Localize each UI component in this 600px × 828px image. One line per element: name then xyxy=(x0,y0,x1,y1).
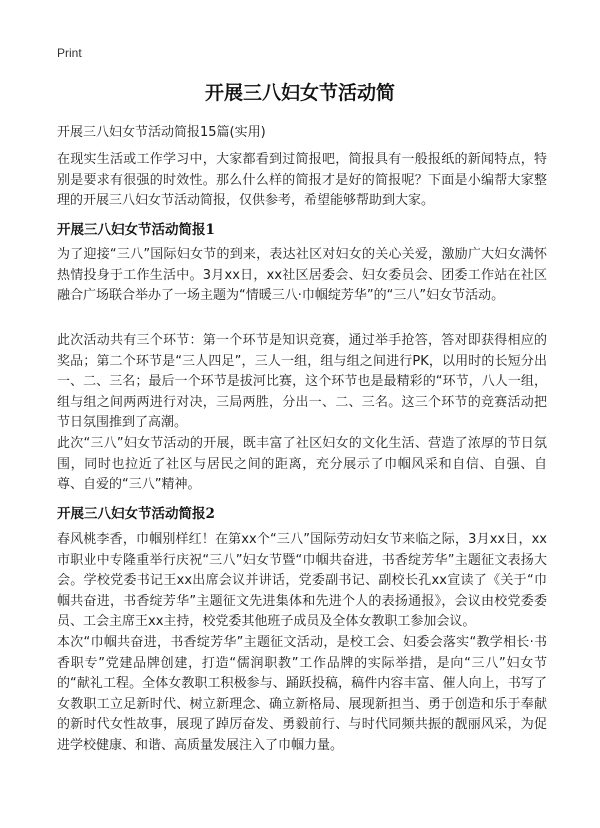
section-1-paragraph-3: 此次“三八”妇女节活动的开展，既丰富了社区妇女的文化生活、营造了浓厚的节日氛围，同时也拉近了社区与居民之间的距离，充分展示了巾帼风采和自信、自强、自尊、自爱的“三八”精神。 xyxy=(57,436,547,492)
section-2-paragraph-2: 本次“巾帼共奋进，书香绽芳华”主题征文活动，是校工会、妇委会落实“教学相长·书香职专”党建品牌创建，打造“儒润职教”工作品牌的实际举措，是向“三八”妇女节的“献礼工程。全体女教职工积极参与、踊跃投稿，稿件内容丰富、催人向上，书写了女教职工立足新时代、树立新理念、确立新格局、展现新担当、勇于创造和乐于奉献的新时代女性故事，展现了踔厉奋发、勇毅前行、与时代同频共振的靓丽风采，为促进学校健康、和谐、高质量发展注入了巾帼力量。 xyxy=(57,635,547,753)
print-link[interactable]: Print xyxy=(57,46,82,60)
page-title: 开展三八妇女节活动简 xyxy=(204,82,395,104)
section-1-heading: 开展三八妇女节活动简报1 xyxy=(57,222,215,238)
intro-paragraph: 在现实生活或工作学习中，大家都看到过简报吧，简报具有一般报纸的新闻特点，特别是要求有很强的时效性。那么什么样的简报才是好的简报呢？下面是小编帮大家整理的开展三八妇女节活动简报，仅供参考，希望能够帮助到大家。 xyxy=(57,152,547,208)
section-1-paragraph-1: 为了迎接“三八”国际妇女节的到来，表达社区对妇女的关心关爱，激励广大妇女满怀热情投身于工作生活中。3月xx日，xx社区居委会、妇女委员会、团委工作站在社区融合广场联合举办了一场主题为“情暖三八·巾帼绽芳华”的“三八”妇女节活动。 xyxy=(57,247,547,303)
section-1-paragraph-2: 此次活动共有三个环节：第一个环节是知识竞赛，通过举手抢答，答对即获得相应的奖品；第二个环节是“三人四足”，三人一组，组与组之间进行PK，以用时的长短分出一、二、三名；最后一个环节是拔河比赛，这个环节也是最精彩的“环节，八人一组，组与组之间两两进行对决，三局两胜，分出一、二、三名。这三个环节的竞赛活动把节日氛围推到了高潮。 xyxy=(57,333,547,430)
section-2-paragraph-1: 春风桃李香，巾帼别样红！在第xx个“三八”国际劳动妇女节来临之际，3月xx日，xx市职业中专隆重举行庆祝“三八”妇女节暨“巾帼共奋进，书香绽芳华”主题征文表扬大会。学校党委书记王xx出席会议并讲话，党委副书记、副校长孔xx宣读了《关于“巾帼共奋进，书香绽芳华”主题征文先进集体和先进个人的表扬通报》，会议由校党委委员、工会主席王xx主持，校党委其他班子成员及全体女教职工参加会议。 xyxy=(57,532,547,629)
document-subtitle: 开展三八妇女节活动简报15篇(实用) xyxy=(57,125,266,140)
section-2-heading: 开展三八妇女节活动简报2 xyxy=(57,506,215,522)
